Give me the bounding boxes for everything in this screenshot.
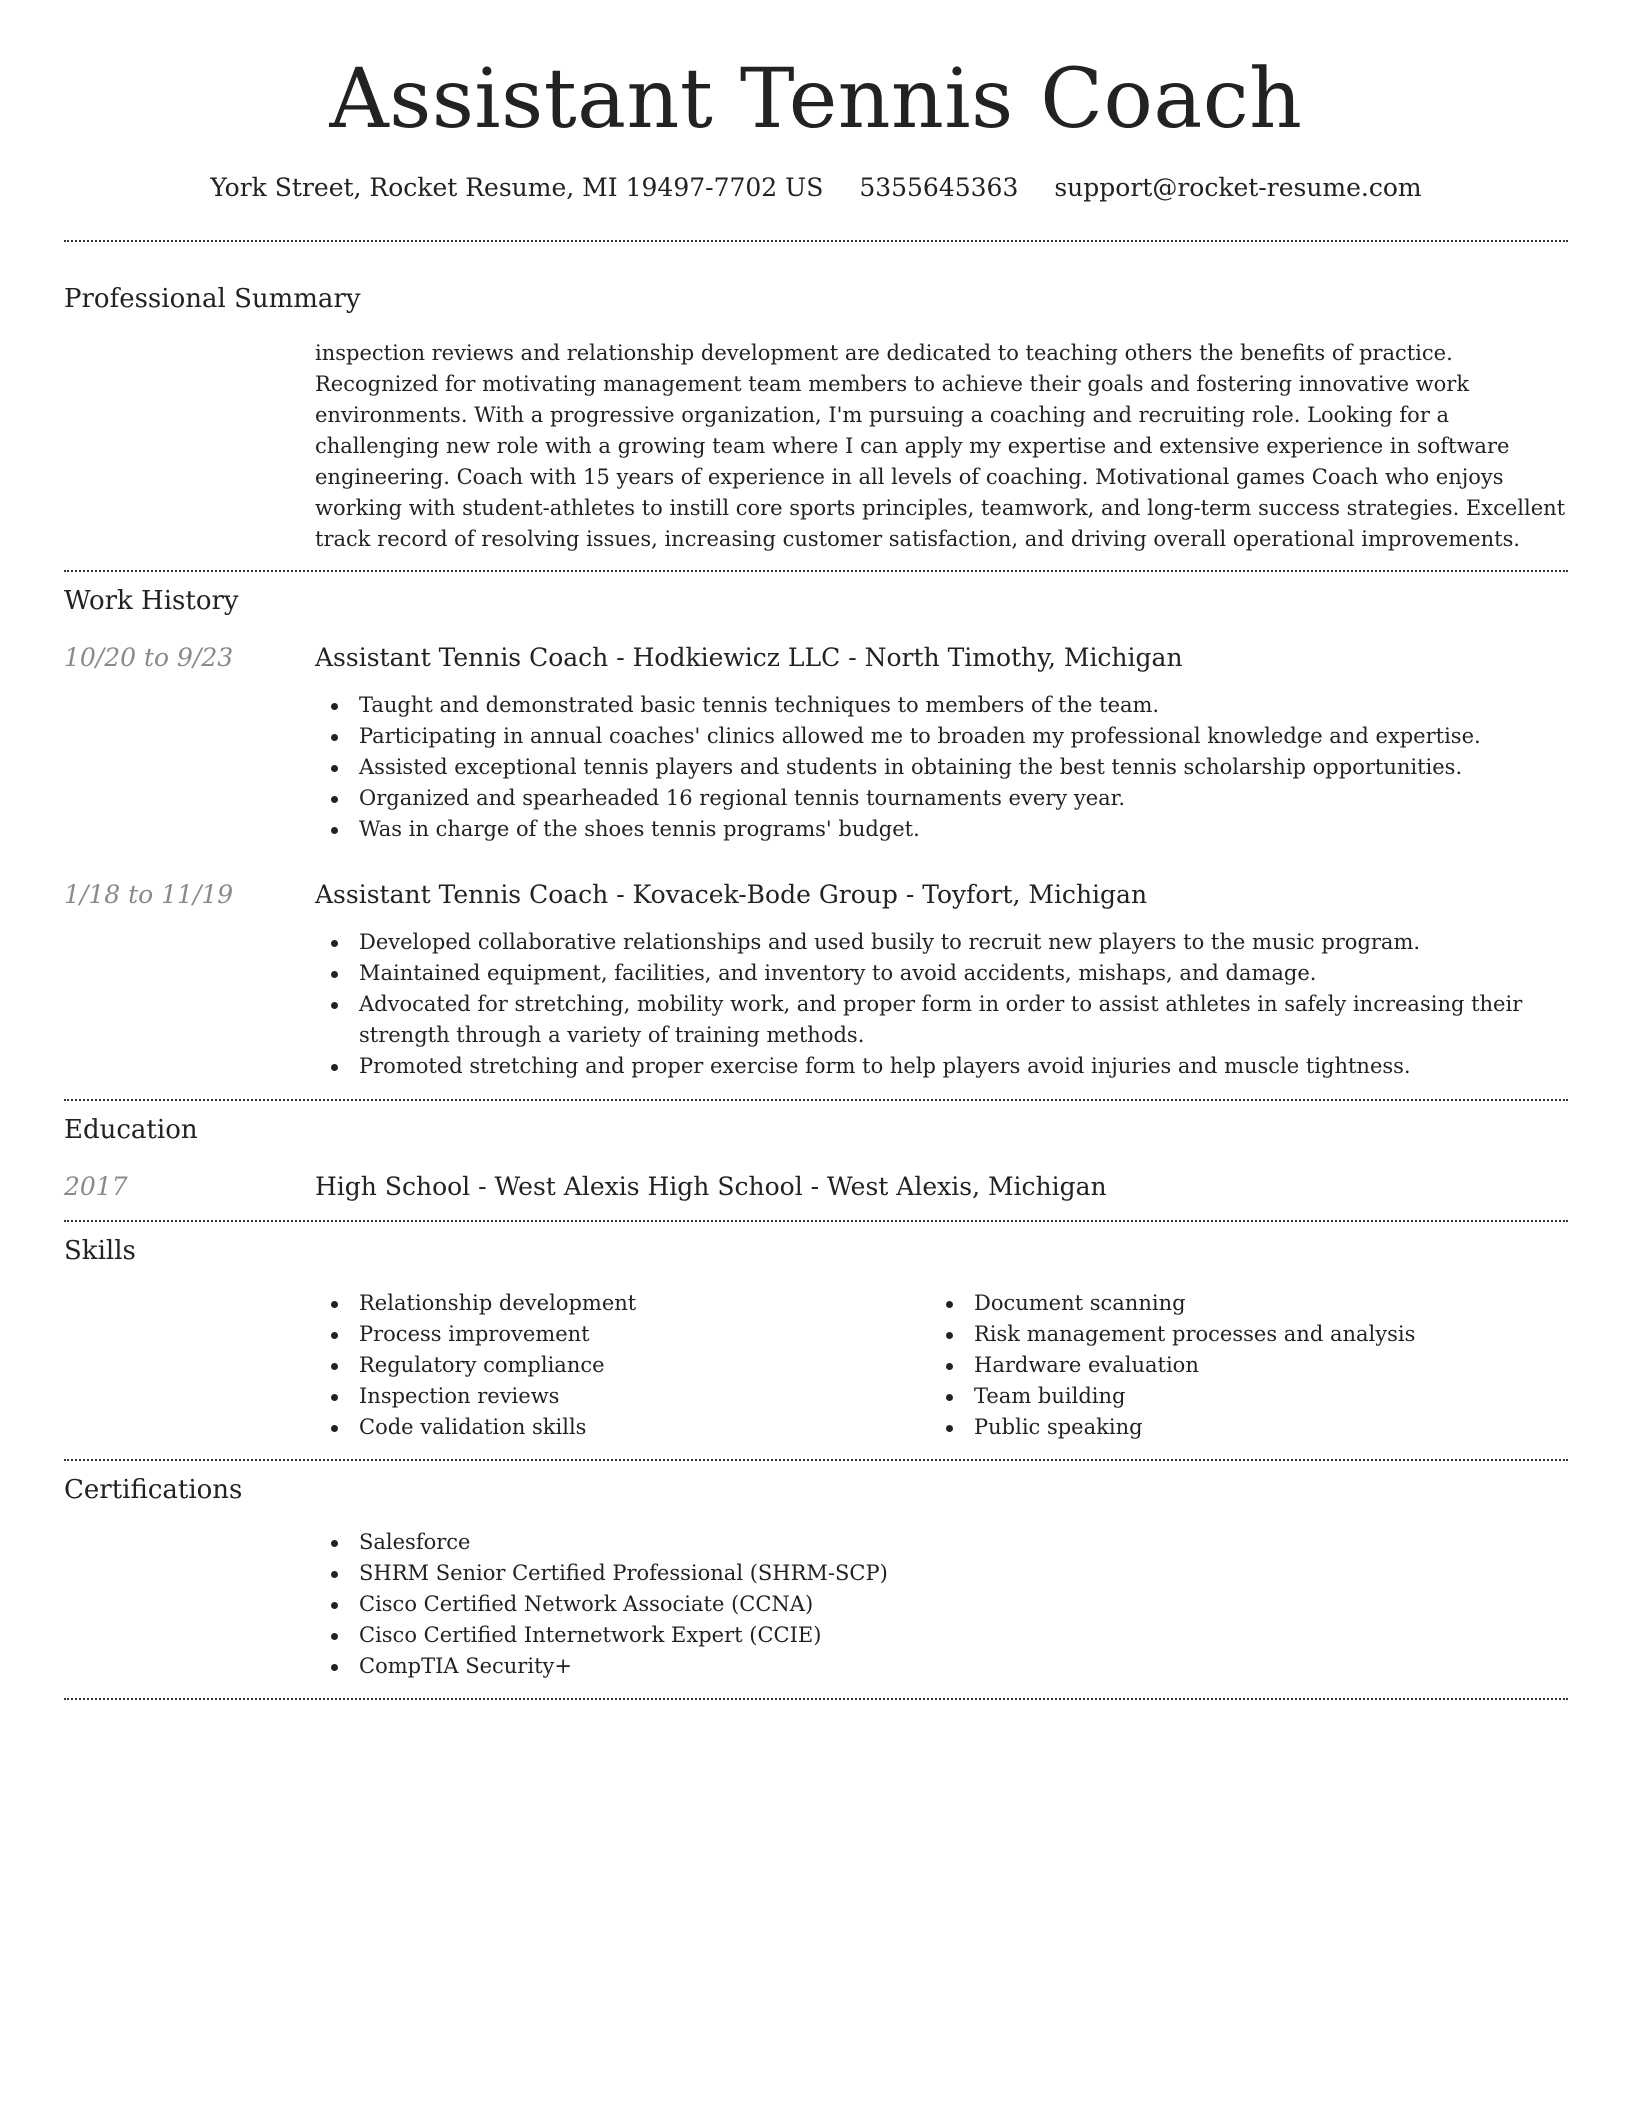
job-bullets bbox=[315, 690, 1568, 845]
job-bullets bbox=[315, 927, 1568, 1082]
skill-item: Inspection reviews bbox=[315, 1381, 930, 1412]
section-divider bbox=[64, 1459, 1568, 1461]
skill-item: Public speaking bbox=[930, 1412, 1568, 1443]
contact-line bbox=[64, 170, 1568, 206]
list-item: Developed collaborative relationships and used busily to recruit new players to the music program. bbox=[315, 927, 1568, 958]
skills-list-left bbox=[315, 1288, 930, 1443]
section-title-summary: Professional Summary bbox=[64, 284, 361, 314]
certification-item: Salesforce bbox=[315, 1527, 1568, 1558]
skill-item: Regulatory compliance bbox=[315, 1350, 930, 1381]
certification-item: CompTIA Security+ bbox=[315, 1651, 1568, 1682]
certification-item: Cisco Certified Network Associate (CCNA) bbox=[315, 1589, 1568, 1620]
certification-item: Cisco Certified Internetwork Expert (CCIE) bbox=[315, 1620, 1568, 1651]
certification-item: SHRM Senior Certified Professional (SHRM-SCP) bbox=[315, 1558, 1568, 1589]
list-item: Promoted stretching and proper exercise form to help players avoid injuries and muscle tightness. bbox=[315, 1051, 1568, 1082]
job-heading: Assistant Tennis Coach - Kovacek-Bode Group - Toyfort, Michigan bbox=[315, 880, 1148, 909]
certifications-list bbox=[315, 1527, 1568, 1682]
education-year: 2017 bbox=[64, 1172, 128, 1201]
job-dates: 1/18 to 11/19 bbox=[64, 880, 234, 909]
summary-text: inspection reviews and relationship development are dedicated to teaching others the benefits of practice. Recognized for motivating management team members to achieve their goals and fostering innovative work environments. With a progressive organization, I'm pursuing a coaching and recruiting role. Looking for a challenging new role with a growing team where I can apply my expertise and extensive experience in software engineering. Coach with 15 years of experience in all levels of coaching. Motivational games Coach who enjoys working with student-athletes to instill core sports principles, teamwork, and long-term success strategies. Excellent track record of resolving issues, increasing customer satisfaction, and driving overall operational improvements. bbox=[315, 341, 1566, 551]
list-item: Maintained equipment, facilities, and inventory to avoid accidents, mishaps, and damage. bbox=[315, 958, 1568, 989]
contact-address: York Street, Rocket Resume, MI 19497-7702 US bbox=[210, 173, 824, 202]
section-title-work-history: Work History bbox=[64, 586, 239, 616]
list-item: Participating in annual coaches' clinics allowed me to broaden my professional knowledge and expertise. bbox=[315, 721, 1568, 752]
skill-item: Risk management processes and analysis bbox=[930, 1319, 1568, 1350]
education-heading: High School - West Alexis High School - West Alexis, Michigan bbox=[315, 1172, 1107, 1201]
job-dates: 10/20 to 9/23 bbox=[64, 643, 234, 672]
list-item: Organized and spearheaded 16 regional tennis tournaments every year. bbox=[315, 783, 1568, 814]
section-title-certifications: Certifications bbox=[64, 1475, 243, 1505]
list-item: Advocated for stretching, mobility work, and proper form in order to assist athletes in safely increasing their strength through a variety of training methods. bbox=[315, 989, 1568, 1051]
job-heading: Assistant Tennis Coach - Hodkiewicz LLC - North Timothy, Michigan bbox=[315, 643, 1183, 672]
section-divider bbox=[64, 240, 1568, 242]
skill-item: Process improvement bbox=[315, 1319, 930, 1350]
skills-list-right bbox=[930, 1288, 1568, 1443]
section-divider bbox=[64, 1099, 1568, 1101]
candidate-name: Assistant Tennis Coach bbox=[329, 52, 1303, 147]
section-divider bbox=[64, 570, 1568, 572]
list-item: Taught and demonstrated basic tennis techniques to members of the team. bbox=[315, 690, 1568, 721]
section-title-education: Education bbox=[64, 1115, 198, 1145]
contact-email: support@rocket-resume.com bbox=[1054, 173, 1422, 202]
section-divider bbox=[64, 1220, 1568, 1222]
skill-item: Code validation skills bbox=[315, 1412, 930, 1443]
list-item: Was in charge of the shoes tennis programs' budget. bbox=[315, 814, 1568, 845]
skill-item: Team building bbox=[930, 1381, 1568, 1412]
skill-item: Hardware evaluation bbox=[930, 1350, 1568, 1381]
section-divider bbox=[64, 1698, 1568, 1700]
skill-item: Document scanning bbox=[930, 1288, 1568, 1319]
contact-phone: 5355645363 bbox=[859, 173, 1019, 202]
skill-item: Relationship development bbox=[315, 1288, 930, 1319]
list-item: Assisted exceptional tennis players and students in obtaining the best tennis scholarship opportunities. bbox=[315, 752, 1568, 783]
section-title-skills: Skills bbox=[64, 1236, 136, 1266]
